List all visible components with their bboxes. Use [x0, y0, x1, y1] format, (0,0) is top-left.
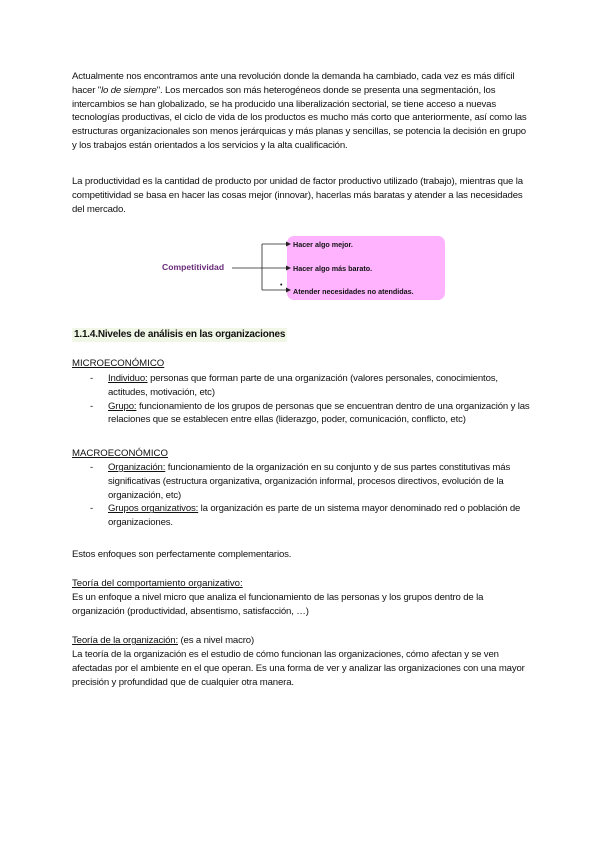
intro-text-a: Actualmente nos encontramos ante una revolución donde la demanda ha cambiado, cada vez es más difícil hacer " [72, 71, 515, 96]
dash: - [90, 462, 94, 473]
list-item [72, 400, 532, 428]
term: Grupo: [108, 400, 137, 412]
diagram-item-2: Hacer algo más barato. [293, 264, 373, 273]
term: Grupos organizativos: [108, 503, 199, 515]
term-text: funcionamiento de la organización en su conjunto y de sus partes constitutivas más significativas (estructura organizativa, organización informal, procesos directivos, evolución de la organización, etc) [108, 462, 511, 501]
intro-paragraph-2: La productividad es la cantidad de producto por unidad de factor productivo utilizado (trabajo), mientras que la competitividad se basa en hacer las cosas mejor (innovar), hacerlas más baratas y atender a las necesidades del mercado. [72, 176, 523, 215]
term-text: la organización es parte de un sistema mayor denominado red o población de organizaciones. [108, 503, 521, 529]
intro-paragraph-1 [72, 70, 532, 153]
diagram-label: Competitividad [162, 262, 225, 272]
list-item [72, 461, 532, 502]
term: Individuo: [108, 373, 148, 384]
theory1-title: Teoría del comportamiento organizativo: [72, 578, 243, 589]
intro-text-c: ". Los mercados son más heterogéneos donde se presenta una segmentación, los intercambios se han globalizado, se ha producido una liberalización sectorial, se tiene acceso a nuevas tecnologías productivas, el ciclo de vida de los productos es mucho más corto que anteriormente, así como las estructuras organizacionales son menos jerárquicas y más planas y sencillas, se potencia la decisión en grupo y los trabajos están orientados a los servicios y la alta cualificación. [72, 84, 527, 151]
section-heading: 1.1.4.Niveles de análisis en las organizaciones [74, 329, 286, 340]
micro-list [72, 372, 532, 427]
diagram-item-3: Atender necesidades no atendidas. [293, 287, 414, 296]
theory2-title: Teoría de la organización: [72, 635, 178, 646]
dash: - [90, 503, 94, 515]
list-item [72, 372, 532, 400]
intro-quote: lo de siempre [101, 84, 157, 96]
term-text: personas que forman parte de una organización (valores personales, conocimientos, actitudes, motivación, etc) [108, 373, 498, 398]
term: Organización: [108, 462, 166, 473]
complement-text: Estos enfoques son perfectamente complementarios. [72, 549, 292, 560]
diagram-bullet: • [280, 282, 283, 289]
theory2-suffix: (es a nivel macro) [177, 635, 255, 646]
macro-title: MACROECONÓMICO [72, 448, 168, 459]
diagram-item-1: Hacer algo mejor. [293, 240, 353, 249]
micro-title: MICROECONÓMICO [72, 358, 165, 369]
macro-list [72, 461, 532, 530]
theory2-title-line [72, 634, 532, 648]
term-text: funcionamiento de los grupos de personas que se encuentran dentro de una organización y las relaciones que se establecen entre ellas (liderazgo, poder, comunicación, conflicto, etc) [108, 400, 530, 426]
theory2-text: La teoría de la organización es el estudio de cómo funcionan las organizaciones, cómo afectan y se ven afectadas por el ambiente en el que operan. Es una forma de ver y analizar las organizaciones con una mayor precisión y profundidad que de cualquier otra manera. [72, 649, 525, 688]
dash: - [90, 400, 94, 412]
dash: - [90, 373, 94, 384]
theory1-text: Es un enfoque a nivel micro que analiza el funcionamiento de las personas y los grupos dentro de la organización (productividad, absentismo, satisfacción, …) [72, 592, 484, 617]
list-item [72, 502, 532, 530]
